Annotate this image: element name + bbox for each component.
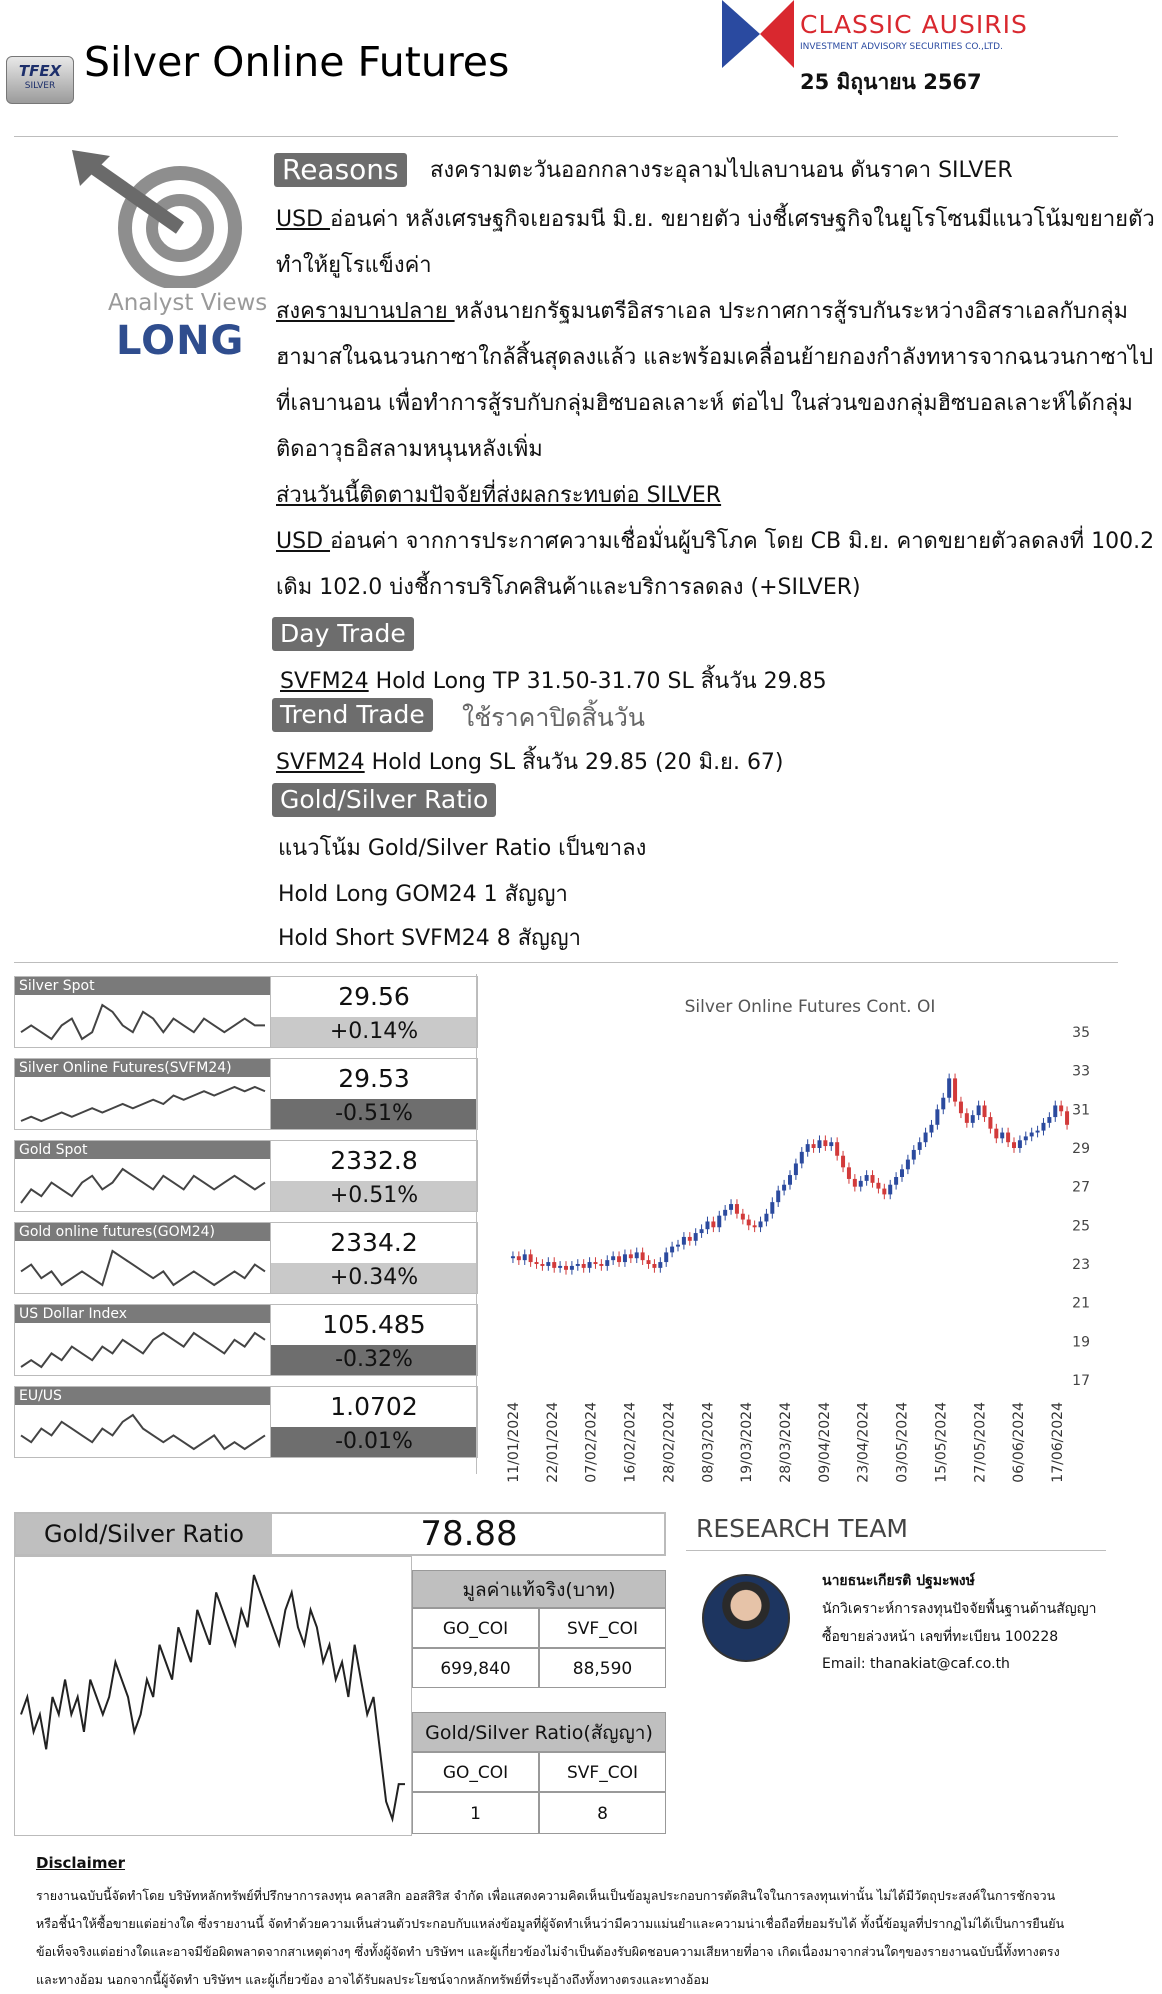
fair-value-col-go: GO_COI: [412, 1608, 539, 1648]
candle-body: [747, 1220, 751, 1226]
candle-body: [941, 1098, 945, 1110]
candle-body: [806, 1144, 810, 1152]
ticker-name: Silver Online Futures(SVFM24): [15, 1059, 271, 1077]
ticker-change: +0.34%: [271, 1263, 477, 1293]
silver-oi-chart: [500, 972, 1100, 1492]
fair-value-go: 699,840: [412, 1648, 539, 1688]
gs-ratio-line: Hold Long GOM24 1 สัญญา: [278, 882, 568, 907]
reason-line: ทำให้ยูโรแข็งค่า: [276, 253, 432, 278]
y-tick-label: 19: [1072, 1334, 1090, 1351]
disclaimer-line: และทางอ้อม นอกจากนี้ผู้จัดทำ บริษัทฯ และผู้เกี่ยวข้อง อาจได้รับผลประโยชน์จากหลักทรัพย์ที่ระบุอ้างถึงทั้งทางตรงและทางอ้อม: [36, 1972, 710, 1987]
candle-body: [599, 1264, 603, 1266]
ticker-change: +0.51%: [271, 1181, 477, 1211]
day-trade-line: SVFM24 Hold Long TP 31.50-31.70 SL สิ้นวัน 29.85: [280, 669, 827, 694]
gs-ratio-line: [21, 1575, 405, 1819]
ticker-change: -0.32%: [271, 1345, 477, 1375]
target-arrow-icon: [70, 148, 250, 288]
x-tick-label: 15/05/2024: [933, 1402, 950, 1483]
contract-ratio-go: 1: [412, 1792, 539, 1834]
candle-body: [611, 1256, 615, 1260]
ticker-sparkline-line: [21, 1415, 265, 1449]
candle-body: [641, 1252, 645, 1260]
brand-logo-icon: [722, 0, 794, 68]
x-tick-label: 22/01/2024: [544, 1402, 561, 1483]
ticker-value-box: [270, 1304, 478, 1376]
page-title: Silver Online Futures: [84, 38, 510, 86]
gs-ratio-box: [14, 1512, 666, 1556]
candle-body: [912, 1150, 916, 1160]
ticker-value-box: [270, 1140, 478, 1212]
ticker-sparkline: [15, 1323, 271, 1375]
candle-body: [1053, 1105, 1057, 1117]
contract-ratio-col-svf: SVF_COI: [539, 1752, 666, 1792]
candle-body: [582, 1264, 586, 1268]
candle-body: [511, 1256, 515, 1258]
ticker-value: 2332.8: [330, 1146, 418, 1175]
ticker-sparkline-box: [14, 1058, 272, 1130]
y-tick-label: 23: [1072, 1257, 1090, 1273]
gs-ratio-tag: Gold/Silver Ratio: [272, 783, 496, 817]
candle-body: [635, 1252, 639, 1258]
brand-sub: INVESTMENT ADVISORY SECURITIES CO.,LTD.: [800, 42, 1003, 52]
candle-body: [835, 1142, 839, 1156]
header-divider: [14, 136, 1118, 137]
candle-body: [700, 1229, 704, 1233]
ticker-value: 29.56: [338, 982, 410, 1011]
candle-body: [853, 1179, 857, 1187]
candle-body: [723, 1210, 727, 1216]
contract-ratio-header: Gold/Silver Ratio(สัญญา): [412, 1712, 666, 1752]
candle-body: [764, 1214, 768, 1222]
candle-body: [988, 1117, 992, 1129]
candle-body: [523, 1254, 527, 1260]
candle-body: [829, 1142, 833, 1146]
candle-body: [977, 1105, 981, 1115]
candle-body: [865, 1175, 869, 1181]
research-team-underline: [686, 1550, 1106, 1551]
candle-body: [593, 1262, 597, 1264]
candle-body: [711, 1221, 715, 1227]
candle-body: [552, 1262, 556, 1268]
candle-body: [841, 1156, 845, 1168]
ticker-value: 105.485: [322, 1310, 426, 1339]
disclaimer-title: Disclaimer: [36, 1854, 126, 1872]
candle-body: [906, 1160, 910, 1170]
y-tick-label: 17: [1072, 1373, 1090, 1389]
reasons-headline: สงครามตะวันออกกลางระอุลามไปเลบานอน ดันราคา SILVER: [430, 158, 1013, 183]
candle-body: [558, 1266, 562, 1268]
candle-body: [929, 1125, 933, 1133]
candle-body: [876, 1183, 880, 1189]
y-tick-label: 31: [1072, 1102, 1090, 1119]
analyst-view-value: LONG: [116, 318, 245, 364]
section-divider: [14, 962, 1118, 963]
candle-body: [1006, 1133, 1010, 1143]
x-tick-label: 28/02/2024: [661, 1402, 678, 1483]
candle-body: [529, 1254, 533, 1262]
gs-ratio-label: Gold/Silver Ratio: [16, 1514, 272, 1554]
candle-body: [983, 1105, 987, 1117]
candle-body: [535, 1262, 539, 1264]
candle-body: [935, 1109, 939, 1124]
ticker-sparkline: [15, 1241, 271, 1293]
ticker-sparkline-line: [21, 1087, 265, 1121]
candle-body: [576, 1264, 580, 1266]
ticker-change: -0.01%: [271, 1427, 477, 1457]
ticker-sparkline: [15, 995, 271, 1047]
fair-value-col-svf: SVF_COI: [539, 1608, 666, 1648]
candle-body: [688, 1237, 692, 1241]
ticker-sparkline: [15, 1405, 271, 1457]
ticker-sparkline-box: [14, 1304, 272, 1376]
reason-line: ฮามาสในฉนวนกาซาใกล้สิ้นสุดลงแล้ว และพร้อมเคลื่อนย้ายกองกำลังทหารจากฉนวนกาซาไป: [276, 345, 1154, 370]
candle-body: [994, 1129, 998, 1139]
trend-trade-line: SVFM24 Hold Long SL สิ้นวัน 29.85 (20 มิ.ย. 67): [276, 750, 784, 775]
ticker-name: Gold online futures(GOM24): [15, 1223, 271, 1241]
research-team-heading: RESEARCH TEAM: [696, 1514, 908, 1543]
y-tick-label: 27: [1072, 1179, 1090, 1196]
candle-body: [623, 1254, 627, 1262]
candle-body: [953, 1078, 957, 1101]
candle-body: [817, 1140, 821, 1148]
x-tick-label: 23/04/2024: [855, 1402, 872, 1483]
candle-body: [776, 1191, 780, 1203]
candle-body: [605, 1260, 609, 1266]
candle-body: [647, 1260, 651, 1264]
ticker-name: Silver Spot: [15, 977, 271, 995]
candle-body: [847, 1167, 851, 1179]
ticker-value: 2334.2: [330, 1228, 418, 1257]
tfex-badge-text: TFEX: [18, 62, 62, 80]
candle-body: [800, 1152, 804, 1164]
gs-ratio-value: 78.88: [420, 1514, 518, 1554]
y-tick-label: 29: [1072, 1141, 1090, 1157]
x-tick-label: 16/02/2024: [622, 1402, 639, 1483]
candle-body: [782, 1185, 786, 1191]
contract-ratio-col-go: GO_COI: [412, 1752, 539, 1792]
candle-body: [617, 1256, 621, 1262]
ticker-value-box: [270, 976, 478, 1048]
analyst-name: นายธนะเกียรติ ปฐมะพงษ์: [822, 1573, 975, 1589]
disclaimer-line: หรือชี้นำให้ซื้อขายแต่อย่างใด ซึ่งรายงานนี้ จัดทำด้วยความเห็นส่วนตัวประกอบกับแหล่งข้อมูลที่ผู้จัดทำเห็นว่ามีความแม่นยำและความน่าเชื่อถือที่ยอมรับได้ ทั้งนี้ข้อมูลที่ปรากฏไม่ได้เป็นการยืนยัน: [36, 1916, 1065, 1931]
candle-body: [894, 1177, 898, 1185]
candle-body: [924, 1133, 928, 1143]
y-tick-label: 21: [1072, 1295, 1090, 1312]
candle-body: [1059, 1105, 1063, 1111]
reason-line: ที่เลบานอน เพื่อทำการสู้รบกับกลุ่มฮิซบอลเลาะห์ ต่อไป ในส่วนของกลุ่มฮิซบอลเลาะห์ได้กลุ่ม: [276, 391, 1133, 416]
candle-body: [859, 1181, 863, 1187]
y-tick-label: 33: [1072, 1063, 1090, 1080]
candle-body: [1047, 1117, 1051, 1123]
candle-body: [1024, 1136, 1028, 1140]
candle-body: [900, 1169, 904, 1177]
y-tick-label: 35: [1072, 1025, 1090, 1041]
contract-ratio-svf: 8: [539, 1792, 666, 1834]
chart-title: Silver Online Futures Cont. OI: [684, 997, 936, 1017]
candle-body: [965, 1113, 969, 1123]
x-tick-label: 09/04/2024: [816, 1402, 833, 1483]
candle-body: [741, 1214, 745, 1220]
ticker-value-box: [270, 1386, 478, 1458]
candle-body: [759, 1221, 763, 1227]
x-tick-label: 06/06/2024: [1011, 1402, 1028, 1483]
candle-body: [705, 1221, 709, 1229]
reason-line: สงครามบานปลาย หลังนายกรัฐมนตรีอิสราเอล ประกาศการสู้รบกันระหว่างอิสราเอลกับกลุ่ม: [276, 299, 1129, 324]
x-tick-label: 03/05/2024: [894, 1402, 911, 1483]
candle-body: [694, 1233, 698, 1241]
candle-body: [871, 1175, 875, 1183]
analyst-license: ซื้อขายล่วงหน้า เลขที่ทะเบียน 100228: [822, 1629, 1059, 1645]
candle-body: [682, 1237, 686, 1245]
ticker-sparkline-box: [14, 1140, 272, 1212]
x-tick-label: 27/05/2024: [972, 1402, 989, 1483]
reason-line: ส่วนวันนี้ติดตามปัจจัยที่ส่งผลกระทบต่อ SILVER: [276, 483, 722, 508]
x-tick-label: 17/06/2024: [1050, 1402, 1066, 1483]
ticker-value-box: [270, 1058, 478, 1130]
ticker-sparkline-line: [21, 1251, 265, 1285]
candle-body: [1041, 1123, 1045, 1131]
candle-body: [888, 1185, 892, 1195]
candle-body: [629, 1254, 633, 1258]
ticker-sparkline-line: [21, 1169, 265, 1203]
candle-body: [823, 1140, 827, 1146]
candle-body: [770, 1202, 774, 1214]
ticker-sparkline-box: [14, 976, 272, 1048]
candle-body: [546, 1262, 550, 1266]
candle-body: [1018, 1140, 1022, 1148]
ticker-value: 29.53: [338, 1064, 410, 1093]
ticker-name: Gold Spot: [15, 1141, 271, 1159]
reasons-tag: Reasons: [274, 153, 407, 187]
ticker-value: 1.0702: [330, 1392, 418, 1421]
candle-body: [664, 1252, 668, 1262]
candle-body: [670, 1247, 674, 1253]
ticker-name: US Dollar Index: [15, 1305, 271, 1323]
gs-ratio-line: แนวโน้ม Gold/Silver Ratio เป็นขาลง: [278, 836, 647, 861]
candle-body: [570, 1266, 574, 1270]
ticker-sparkline-line: [21, 1333, 265, 1367]
candle-body: [676, 1245, 680, 1247]
fair-value-header: มูลค่าแท้จริง(บาท): [412, 1570, 666, 1608]
brand-name: CLASSIC AUSIRIS: [800, 10, 1028, 39]
candle-body: [882, 1189, 886, 1195]
ticker-sparkline-line: [21, 1005, 265, 1039]
ticker-name: EU/US: [15, 1387, 271, 1405]
candle-body: [1000, 1133, 1004, 1139]
candle-body: [1036, 1131, 1040, 1133]
analyst-avatar: [702, 1574, 790, 1662]
candle-body: [1030, 1133, 1034, 1137]
day-trade-tag: Day Trade: [272, 617, 414, 651]
candle-body: [729, 1204, 733, 1210]
candle-body: [540, 1264, 544, 1266]
chart-divider: [476, 974, 477, 1474]
candle-body: [588, 1262, 592, 1268]
x-tick-label: 07/02/2024: [583, 1402, 600, 1483]
candle-body: [1012, 1142, 1016, 1148]
reason-line: เดิม 102.0 บ่งชี้การบริโภคสินค้าและบริการลดลง (+SILVER): [276, 575, 861, 600]
candle-body: [971, 1115, 975, 1123]
gs-ratio-chart: [14, 1556, 412, 1836]
x-tick-label: 28/03/2024: [778, 1402, 794, 1483]
analyst-views-caption: Analyst Views: [108, 290, 268, 316]
candle-body: [753, 1225, 757, 1227]
analyst-email: Email: thanakiat@caf.co.th: [822, 1656, 1010, 1672]
gs-ratio-line: Hold Short SVFM24 8 สัญญา: [278, 926, 582, 951]
ticker-change: +0.14%: [271, 1017, 477, 1047]
candle-body: [517, 1256, 521, 1260]
candle-body: [658, 1262, 662, 1268]
candle-body: [1065, 1111, 1069, 1125]
tfex-badge-sub: SILVER: [24, 81, 56, 91]
candle-body: [564, 1266, 568, 1270]
x-tick-label: 19/03/2024: [739, 1402, 756, 1483]
y-tick-label: 25: [1072, 1218, 1090, 1235]
reason-line: ติดอาวุธอิสลามหนุนหลังเพิ่ม: [276, 437, 543, 462]
candle-body: [794, 1163, 798, 1175]
candle-body: [788, 1175, 792, 1185]
disclaimer-line: ข้อเท็จจริงแต่อย่างใดและอาจมีข้อผิดพลาดจากสาเหตุต่างๆ ซึ่งทั้งผู้จัดทำ บริษัทฯ และผู้เกี่ยวข้องไม่จำเป็นต้องรับผิดชอบความเสียหายที่อาจ เกิดเนื่องมาจากส่วนใดๆของรายงานฉบับนี้ทั้งทางตรง: [36, 1944, 1060, 1959]
report-date: 25 มิถุนายน 2567: [800, 70, 982, 94]
ticker-sparkline: [15, 1077, 271, 1129]
x-tick-label: 08/03/2024: [700, 1402, 717, 1483]
disclaimer-line: รายงานฉบับนี้จัดทำโดย บริษัทหลักทรัพย์ที่ปรึกษาการลงทุน คลาสสิก ออสสิริส จำกัด เพื่อแสดงความคิดเห็นเป็นข้อมูลประกอบการตัดสินใจในการลงทุนเท่านั้น ไม่ได้มีวัตถุประสงค์ในการชักจวน: [36, 1888, 1056, 1903]
candle-body: [959, 1102, 963, 1114]
candle-body: [652, 1264, 656, 1268]
ticker-value-box: [270, 1222, 478, 1294]
candle-body: [717, 1216, 721, 1228]
candle-body: [947, 1078, 951, 1097]
fair-value-svf: 88,590: [539, 1648, 666, 1688]
reason-line: USD อ่อนค่า หลังเศรษฐกิจเยอรมนี มิ.ย. ขยายตัว บ่งชี้เศรษฐกิจในยูโรโซนมีแนวโน้มขยายตัว: [276, 207, 1155, 232]
ticker-change: -0.51%: [271, 1099, 477, 1129]
reason-line: USD อ่อนค่า จากการประกาศความเชื่อมั่นผู้บริโภค โดย CB มิ.ย. คาดขยายตัวลดลงที่ 100.2: [276, 529, 1155, 554]
trend-trade-note: ใช้ราคาปิดสิ้นวัน: [462, 703, 645, 732]
candle-body: [918, 1142, 922, 1150]
candle-body: [812, 1144, 816, 1148]
candle-body: [735, 1204, 739, 1214]
analyst-role: นักวิเคราะห์การลงทุนปัจจัยพื้นฐานด้านสัญญา: [822, 1601, 1097, 1617]
tfex-badge: [6, 56, 74, 104]
ticker-sparkline-box: [14, 1222, 272, 1294]
ticker-sparkline-box: [14, 1386, 272, 1458]
x-tick-label: 11/01/2024: [506, 1402, 522, 1483]
trend-trade-tag: Trend Trade: [272, 698, 433, 732]
ticker-sparkline: [15, 1159, 271, 1211]
